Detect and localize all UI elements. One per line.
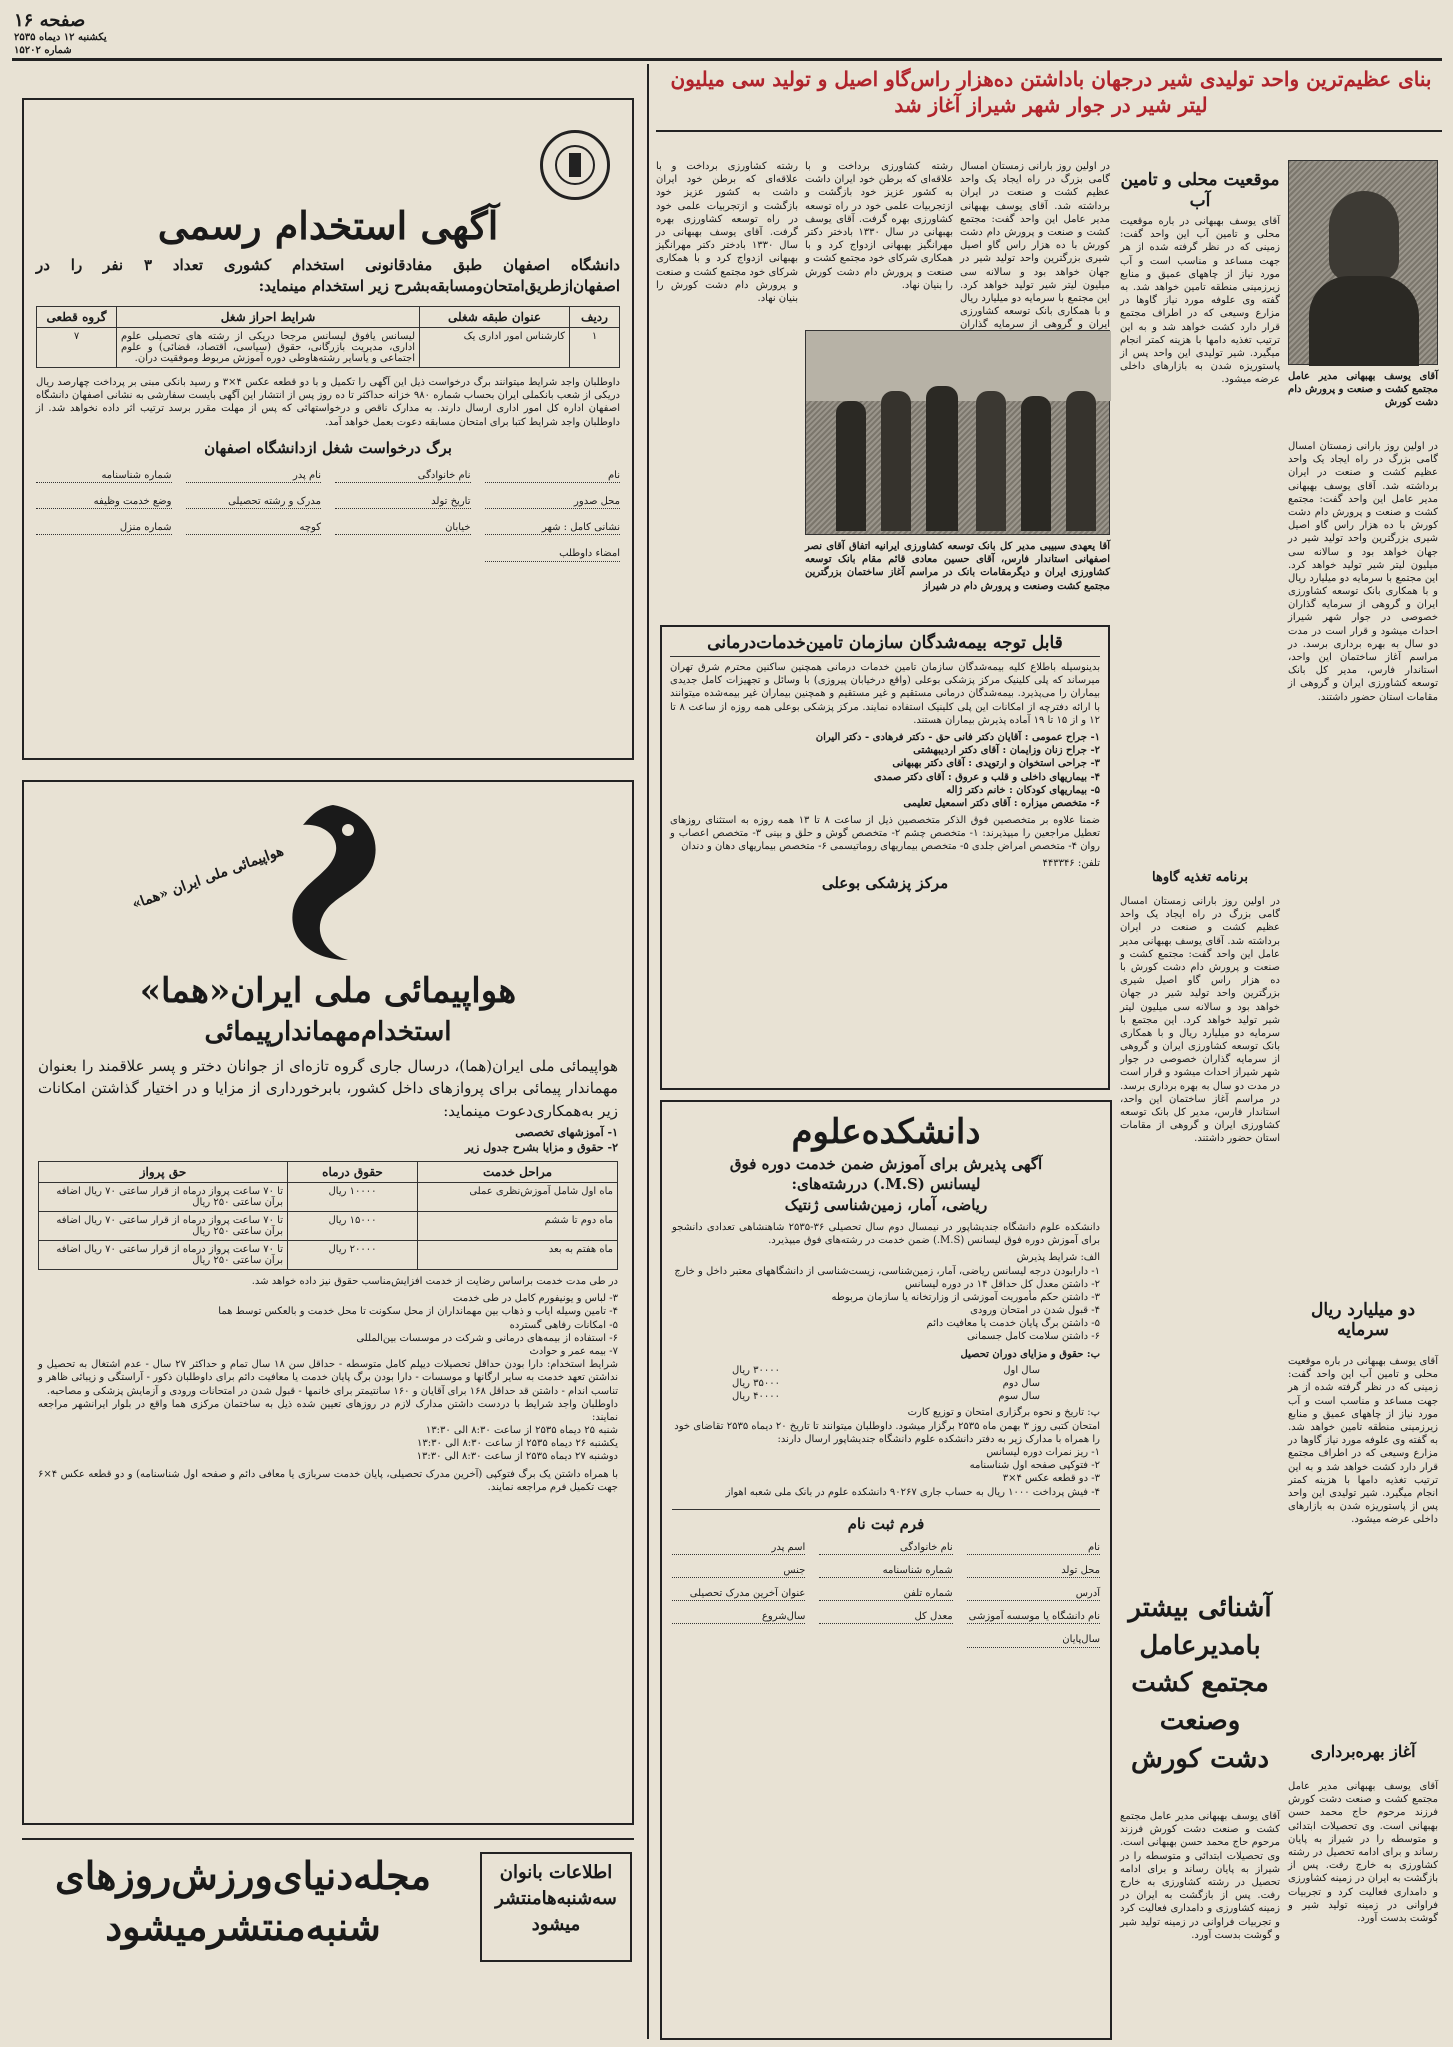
form-field[interactable]: خیابان [335, 521, 471, 535]
form-field[interactable]: سال‌شروع [672, 1610, 805, 1624]
science-body1: دانشکده علوم دانشگاه جندیشاپور در نیمسال دوم سال تحصیلی ۳۶-۲۵۳۵ شاهنشاهی تعدادی دانشجو برای آموزش دوره فوق لیسانس (M.S.) ضمن خدمت در رشته‌های فوق میپذیرد. [672, 1221, 1100, 1247]
banovan-line-3: میشود [531, 1914, 581, 1936]
science-form-title: فرم ثبت نام [672, 1509, 1100, 1533]
stipend-label: سال اول [1003, 1364, 1040, 1376]
insurance-body: بدینوسیله باطلاع کلیه بیمه‌شدگان سازمان تامین خدمات درمانی همچنین ساکنین محترم شرق تهران میرساند که پلی کلینیک مرکز پزشکی بوعلی (واقع درخیابان پیروزی) با وسائل و تجهیزات کامل جدیدی بیماران را می‌پذیرد. بیمه‌شدگان درمانی مستقیم و غیر مستقیم و همچنین بیماران غیر بیمه‌شده میتوانند با ارائه دفترچه از امکانات این پلی کلینیک استفاده نمایند. مرکز پزشکی بوعلی همه روزه از ساعت ۸ تا ۱۲ و از ۱۵ تا ۱۹ آماده پذیرش بیماران هستند. [670, 662, 1101, 726]
university-form [36, 469, 620, 562]
pay-cell: ماه دوم تا ششم [418, 1212, 618, 1241]
banovan-line-2: سه‌شنبه‌ها‌منتشر [495, 1888, 617, 1910]
stipend-amount: ۳۵۰۰۰ ریال [732, 1378, 780, 1389]
job-table-header: شرایط احراز شغل [117, 307, 420, 328]
group-photo [805, 330, 1110, 535]
job-row-group: ۷ [37, 328, 117, 368]
portrait-caption: آقای یوسف بهبهانی مدیر عامل مجتمع کشت و صنعت و پرورش دام دشت کورش [1288, 371, 1438, 409]
sport-line-1: مجله‌دنیای‌ورزش‌روزهای [55, 1853, 431, 1898]
university-emblem-icon [540, 130, 610, 200]
pay-table-row [39, 1241, 618, 1270]
feature-body: آقای یوسف بهبهانی مدیر عامل مجتمع کشت و صنعت دشت کورش فرزند مرحوم حاج محمد حسن بهبهانی است. وی تحصیلات ابتدائی و متوسطه را در شیراز به پایان رساند و برای ادامه تحصیل در رشته کشاورزی به خارج رفت. پس از بازگشت به ایران در زمینه کشاورزی و دامداری فعالیت کرد و تجربیات فراوانی در زمینه تولید شیر و گوشت بدست آورد. [1120, 1810, 1280, 2035]
form-field[interactable]: نام [967, 1541, 1100, 1555]
headline-rule [656, 130, 1442, 132]
job-table-header: عنوان طبقه شغلی [420, 307, 570, 328]
homa-title: هواپیمائی ملی ایران«هما» [139, 971, 517, 1011]
feature-titles [1120, 1590, 1280, 1778]
pay-table-header: حق پرواز [39, 1162, 288, 1183]
pay-table-row [39, 1183, 618, 1212]
headline-line-1: بنای عظیم‌ترین واحد تولیدی شیر درجهان باداشتن ده‌هزار راس‌گاو اصیل و تولید سی میلیون [670, 67, 1432, 91]
form-field[interactable]: سال‌پایان [967, 1633, 1100, 1647]
feature-title-1: آشنائی بیشتر [1128, 1593, 1272, 1623]
form-field[interactable]: مدرک و رشته تحصیلی [186, 495, 322, 509]
job-row-number: ۱ [570, 328, 620, 368]
homa-ad [22, 780, 634, 1825]
sport-magazine-ad [18, 1850, 468, 1953]
form-field[interactable]: شماره تلفن [819, 1587, 952, 1601]
science-stipend-title: ب: حقوق و مزایای دوران تحصیل [960, 1348, 1100, 1360]
form-field[interactable]: امضاء داوطلب [485, 547, 621, 561]
main-headline [656, 66, 1446, 118]
article-body-col5: رشته کشاورزی برداخت و با علاقه‌ای که برطن خود ایران داشت به کشور عزیز خود بازگشت و ازتجربیات علمی خود در راه توسعه کشاورزی بهره گرفت. آقای یوسف بهبهانی در سال ۱۳۳۰ بادختر دکتر مهرانگیز بهبهانی ازدواج کرد و با همکاری شرکای خود مجتمع کشت و صنعت و پرورش دام دشت کورش را بنیان نهاد. [656, 161, 798, 304]
homa-note: در طی مدت خدمت براساس رضایت از خدمت افزایش‌مناسب حقوق نیز داده خواهد شد. [251, 1276, 618, 1288]
bottom-rule [22, 1838, 634, 1840]
pay-cell: تا ۷۰ ساعت پرواز درماه از قرار ساعتی ۷۰ ریال اضافه برآن ساعتی ۲۵۰ ریال [39, 1241, 288, 1270]
insurance-title: قابل توجه بیمه‌شدگان سازمان تامین‌خدمات‌درمانی [670, 633, 1100, 657]
form-field[interactable]: معدل کل [819, 1610, 952, 1624]
homa-logo [38, 790, 618, 970]
science-body2: پ: تاریخ و نحوه برگزاری امتحان و توزیع کارت امتحان کتبی روز ۳ بهمن ماه ۲۵۳۵ برگزار میشود. داوطلبان میتوانند تا تاریخ ۲۰ دیماه ۲۵۳۵ تقاضای خود را همراه با مدارک زیر به دفتر دانشکده علوم دانشگاه جندیشاپور ارسال دارند: ۱- ریز نمرات دوره لیسانس ۲- فتوکپی صفحه اول شناسنامه ۳- دو قطعه عکس ۴×۳ ۴- فیش پرداخت ۱۰۰۰ ریال به حساب جاری ۹۰۲۶۷ دانشکده علوم در بانک ملی شعبه اهواز [674, 1407, 1100, 1498]
pay-table-header: حقوق درماه [288, 1162, 418, 1183]
science-subtitle-2: لیسانس (M.S.) دررشته‌های: [791, 1175, 981, 1194]
feature-title-4: وصنعت [1159, 1706, 1241, 1737]
science-subtitle [672, 1154, 1100, 1215]
pay-cell: تا ۷۰ ساعت پرواز درماه از قرار ساعتی ۷۰ ریال اضافه برآن ساعتی ۲۵۰ ریال [39, 1212, 288, 1241]
feature-title-3: مجتمع کشت [1131, 1668, 1269, 1699]
article-body-col2b: در اولین روز بارانی زمستان امسال گامی بزرگ در راه ایجاد یک واحد عظیم کشت و صنعت در ایران برداشته شد. آقای یوسف بهبهانی مدیر عامل این واحد گفت: مجتمع کشت و صنعت و پرورش دام دشت کورش با ده هزار راس گاو اصیل شیری بزرگترین واحد تولید شیر در جهان خواهد بود و سالانه سی میلیون لیتر شیر تولید خواهد کرد. این مجتمع با سرمایه دو میلیارد ریال و با همکاری بانک توسعه کشاورزی ایران و گروهی از سرمایه گذاران خصوصی در جوار شهر شیراز احداث میشود و قرار است در مدت دو سال به بهره برداری برسد. در مراسم آغاز ساختمان این واحد، استاندار فارس، مدیر کل بانک توسعه کشاورزی ایران و گروهی از مقامات استان حضور داشتند. [1120, 895, 1280, 1385]
homa-logo-text: هواپیمائی ملی ایران «هما» [130, 843, 286, 913]
university-ad-body: داوطلبان واجد شرایط میتوانند برگ درخواست ذیل این آگهی را تکمیل و با دو قطعه عکس ۴×۳ و رسید بانکی مبنی بر پرداخت چهارصد ریال دریکی از شعب بانکملی ایران بحساب شماره ۹۸۰ خزانه حداکثر تا ده روز پس از انتشار این آگهی بایست سفارشی به نشانی اصفهان دانشگاه اصفهان اداره کل امور اداری ارسال دارند. به مدارک ناقص و درخواستهائی که پس از مهلت مقرر برسد ترتیب اثر داده نخواهد شد. از داوطلبان واجد شرایط کتبا برای امتحان مسابقه دعوت بعمل خواهد آمد. [36, 377, 621, 428]
job-table-header: گروه قطعی [37, 307, 117, 328]
subhead-capital: دو میلیارد ریال سرمایه [1310, 1300, 1416, 1340]
stipend-amount: ۴۰۰۰۰ ریال [732, 1391, 780, 1403]
issue-date: یکشنبه ۱۲ دیماه ۲۵۳۵ [14, 32, 107, 43]
form-field[interactable]: عنوان آخرین مدرک تحصیلی [672, 1587, 805, 1601]
form-field[interactable]: نام پدر [186, 469, 322, 483]
article-body-col2: آقای یوسف بهبهانی در باره موقعیت محلی و تامین آب این واحد گفت: زمینی که در نظر گرفته شده از هر جهت مساعد و مناسب است و آب مورد نیاز از چاههای عمیق و منابع زیرزمینی منطقه تامین خواهد شد. به گفته وی علوفه مورد نیاز گاوها در مزارع وسیعی که در اطراف مجتمع قرار دارد کشت خواهد شد و به این ترتیب تغذیه دامها با هزینه کمتر انجام میگیرد. شیر تولیدی این واحد پس از پاستوریزه شدن به بازارهای داخلی عرضه میشود. [1120, 216, 1280, 386]
group-photo-caption: آقا یعهدی سبیبی مدیر کل بانک توسعه کشاورزی ایرانیه اتفاق آقای نصر اصفهانی استاندار فارس، آقای حسین معادی قائم مقام بانک توسعه کشاورزی ایران و دیگرمقامات بانک در مراسم آغاز ساختمان بزرگترین مجتمع کشت وصنعت و پرورش دام در شیراز [805, 541, 1110, 592]
subhead-operation: آغاز بهره‌برداری [1310, 1742, 1416, 1761]
form-field[interactable]: محل تولد [967, 1564, 1100, 1578]
form-field[interactable]: شماره شناسنامه [36, 469, 172, 483]
science-stipend-list [732, 1364, 1040, 1404]
stipend-amount: ۳۰۰۰۰ ریال [732, 1364, 780, 1376]
pay-cell: ماه هفتم به بعد [418, 1241, 618, 1270]
form-field[interactable]: نام [485, 469, 621, 483]
pay-table-row [39, 1212, 618, 1241]
form-field[interactable]: نام دانشگاه یا موسسه آموزشی [967, 1610, 1100, 1624]
insurance-specialists: ۱- جراح عمومی : آقایان دکتر فانی حق - دکتر فرهادی - دکتر الیران ۲- جراح زنان وزایمان : آقای دکتر اردیبهشتی ۳- جراحی استخوان و ارتوپدی : آقای دکتر بهبهانی ۴- بیماریهای داخلی و قلب و عروق : آقای دکتر صمدی ۵- بیماریهای کودکان : خانم دکتر ژاله ۶- متخصص میزاره : آقای دکتر اسمعیل تعلیمی [815, 731, 1100, 809]
university-job-table [36, 306, 620, 368]
banovan-ad [480, 1852, 632, 1962]
university-form-title: برگ درخواست شغل ازدانشگاه اصفهان [204, 438, 452, 457]
university-ad [22, 98, 634, 760]
form-field[interactable]: وضع خدمت وظیفه [36, 495, 172, 509]
form-field[interactable]: اسم پدر [672, 1541, 805, 1555]
pay-cell: ۲۰۰۰۰ ریال [288, 1241, 418, 1270]
form-field[interactable]: آدرس [967, 1587, 1100, 1601]
article-body-col4: رشته کشاورزی برداخت و با علاقه‌ای که برطن خود ایران داشت به کشور عزیز خود بازگشت و ازتجربیات علمی خود در راه توسعه کشاورزی بهره گرفت. آقای یوسف بهبهانی در سال ۱۳۳۰ بادختر دکتر مهرانگیز بهبهانی ازدواج کرد و با همکاری شرکای خود مجتمع کشت و صنعت و پرورش دام دشت کورش را بنیان نهاد. [805, 161, 953, 291]
pay-cell: ماه اول شامل آموزش‌نظری عملی [418, 1183, 618, 1212]
banovan-line-1: اطلاعات بانوان [499, 1862, 613, 1883]
subhead-feeding: برنامه تغذیه گاوها [1120, 870, 1280, 885]
headline-line-2: لیتر شیر در جوار شهر شیراز آغاز شد [894, 93, 1208, 117]
homa-benefits: ۱- آموزشهای تخصصی ۲- حقوق و مزایا بشرح جدول زیر [464, 1126, 618, 1154]
pay-cell: تا ۷۰ ساعت پرواز درماه از قرار ساعتی ۷۰ ریال اضافه برآن ساعتی ۲۵۰ ریال [39, 1183, 288, 1212]
issue-number: شماره ۱۵۲۰۲ [14, 45, 72, 57]
stipend-label: سال سوم [998, 1391, 1040, 1403]
pay-cell: ۱۵۰۰۰ ریال [288, 1212, 418, 1241]
article-body-col3: در اولین روز بارانی زمستان امسال گامی بزرگ در راه ایجاد یک واحد عظیم کشت و صنعت در ایران برداشته شد. آقای یوسف بهبهانی مدیر عامل این واحد گفت: مجتمع کشت و صنعت و پرورش دام دشت کورش با ده هزار راس گاو اصیل شیری بزرگترین واحد تولید شیر در جهان خواهد بود و سالانه سی میلیون لیتر شیر تولید خواهد کرد. این مجتمع با سرمایه دو میلیارد ریال و با همکاری بانک توسعه کشاورزی ایران و گروهی از سرمایه گذاران [960, 161, 1110, 331]
form-field[interactable]: نشانی کامل : شهر [485, 521, 621, 535]
form-field[interactable]: نام خانوادگی [819, 1541, 952, 1555]
form-field[interactable]: شماره شناسنامه [819, 1564, 952, 1578]
column-divider [647, 64, 649, 2039]
job-row-title: کارشناس امور اداری یک [420, 328, 570, 368]
form-field[interactable]: تاریخ تولد [335, 495, 471, 509]
article-body-right-2: آقای یوسف بهبهانی در باره موقعیت محلی و تامین آب این واحد گفت: زمینی که در نظر گرفته شده از هر جهت مساعد و مناسب است و آب مورد نیاز از چاههای عمیق و منابع زیرزمینی منطقه تامین خواهد شد. به گفته وی علوفه مورد نیاز گاوها در مزارع وسیعی که در اطراف مجتمع قرار دارد کشت خواهد شد و به این ترتیب تغذیه دامها با هزینه کمتر انجام میگیرد. شیر تولیدی این واحد پس از پاستوریزه شدن به بازارهای داخلی عرضه میشود. [1288, 1356, 1438, 1526]
masthead [14, 10, 154, 57]
page-label: صفحه ۱۶ [14, 10, 86, 31]
homa-subtitle: استخدام‌مهماندارپیمائی [204, 1016, 452, 1047]
university-ad-intro: دانشگاه اصفهان طبق مفادقانونی استخدام کشوری تعداد ۳ نفر را در اصفهان‌ازطریق‌امتحان‌ومسابقه‌بشرح زیر استخدام مینماید: [36, 255, 620, 296]
homa-intro: هواپیمائی ملی ایران(هما)، درسال جاری گروه تازه‌ای از جوانان دختر و پسر علاقمند را بعنوان مهماندار پیمائی برای پروازهای داخل کشور، بابرخورداری از مزایا و در اختیار گذاشتن امکانات زیر به‌همکاری‌دعوت مینماید: [38, 1056, 618, 1120]
insurance-extra: ضمنا علاوه بر متخصصین فوق الذکر متخصصین ذیل از ساعت ۸ تا ۱۳ همه روزه به استثنای روزهای تعطیل مراجعین را میپذیرند: ۱- متخصص چشم ۲- متخصص گوش و حلق و بینی ۳- متخصص اعصاب و روان ۴- متخصص امراض جلدی ۵- متخصص بیماریهای روماتیسمی ۶- متخصص بیماریهای دهان و دندان [670, 815, 1101, 853]
form-field[interactable]: کوچه [186, 521, 322, 535]
feature-title-5: دشت کورش [1130, 1743, 1270, 1774]
form-field[interactable]: محل صدور [485, 495, 621, 509]
masthead-rule [12, 58, 1442, 61]
homa-bird-icon [253, 795, 403, 965]
insurance-footer: مرکز پزشکی بوعلی [821, 873, 949, 892]
pay-table-header: مراحل خدمت [418, 1162, 618, 1183]
science-subtitle-1: آگهی پذیرش برای آموزش ضمن خدمت دوره فوق [729, 1155, 1043, 1174]
feature-title-2: بامدیرعامل [1139, 1630, 1261, 1661]
science-ad [660, 1100, 1112, 2040]
form-field[interactable]: جنس [672, 1564, 805, 1578]
job-table-header: ردیف [570, 307, 620, 328]
homa-pay-table [38, 1161, 618, 1270]
stipend-row [732, 1390, 1040, 1403]
insurance-ad [660, 625, 1110, 1090]
science-conditions: الف: شرایط پذیرش ۱- دارابودن درجه لیسانس ریاضی، آمار، زمین‌شناسی، زیست‌شناسی از دانشگاههای معتبر داخل و خارج ۲- داشتن معدل کل حداقل ۱۴ در دوره لیسانس ۳- داشتن حکم مأموریت آموزشی از وزارتخانه یا سازمان مربوطه ۴- قبول شدن در امتحان ورودی ۵- داشتن برگ پایان خدمت یا معافیت دائم ۶- داشتن سلامت کامل جسمانی [674, 1252, 1100, 1343]
homa-footer: با همراه داشتن یک برگ فتوکپی (آخرین مدرک تحصیلی، پایان خدمت سربازی یا معافی دائم و صفحه اول شناسنامه) و دو قطعه عکس ۴×۶ جهت تکمیل فرم مراجعه نمایند. [38, 1468, 618, 1493]
homa-body: ۳- لباس و یونیفورم کامل در طی خدمت ۴- تامین وسیله ایاب و ذهاب بین مهمانداران از محل سکونت تا محل خدمت و بالعکس توسط هما ۵- امکانات رفاهی گسترده ۶- استفاده از بیمه‌های درمانی و شرکت در موسسات بین‌المللی ۷- بیمه عمر و حوادث شرایط استخدام: دارا بودن حداقل تحصیلات دیپلم کامل متوسطه - حداقل سن ۱۸ سال تمام و حداکثر ۲۷ سال - عدم اشتغال به تحصیل و نداشتن تعهد خدمت به سایر ارگانها و موسسات - دارا بودن برگ پایان خدمت یا معافیت دائم برای داوطلبان ذکور - آراستگی و زیبائی ظاهر و تناسب اندام - داشتن قد حداقل ۱۶۸ برای آقایان و ۱۶۰ سانتیمتر برای خانمها - قبول شدن در امتحانات ورودی و آزمایش پزشکی و مصاحبه. داوطلبان واجد شرایط با دردست داشتن مدارک لازم در روزهای تعیین شده ذیل به ساختمان مرکزی هما واقع در بلوار ایرانشهر مراجعه نمایند: شنبه ۲۵ دیماه ۲۵۳۵ از ساعت ۸:۳۰ الی ۱۳:۳۰ یکشنبه ۲۶ دیماه ۲۵۳۵ از ساعت ۸:۳۰ الی ۱۳:۳۰ دوشنبه ۲۷ دیماه ۲۵۳۵ از ساعت ۸:۳۰ الی ۱۳:۳۰ [38, 1293, 618, 1463]
science-subjects: ریاضی، آمار، زمین‌شناسی ژنتیک [784, 1195, 988, 1214]
stipend-label: سال دوم [1002, 1378, 1040, 1389]
subhead-water: موقعیت محلی و تامین آب [1120, 170, 1280, 212]
portrait-photo [1288, 160, 1438, 365]
insurance-phone: تلفن: ۴۴۳۳۴۶ [1042, 857, 1100, 869]
university-ad-title: آگهی استخدام رسمی [157, 203, 499, 248]
science-form [672, 1541, 1100, 1648]
stipend-row [732, 1377, 1040, 1390]
stipend-row [732, 1364, 1040, 1377]
form-field[interactable]: نام خانوادگی [335, 469, 471, 483]
sport-line-2: شنبه‌منتشر‌میشود [105, 1904, 381, 1950]
science-title: دانشکده‌علوم [791, 1112, 981, 1152]
pay-cell: ۱۰۰۰۰ ریال [288, 1183, 418, 1212]
job-row-conditions: لیسانس یافوق لیسانس مرجحا دریکی از رشته های تحصیلی علوم اداری، مدیریت بازرگانی، حقوق (سیاسی، اقتصاد، قضائی) و علوم اجتماعی و یاسایر رشته‌هاوطی دوره آموزش مربوط وموفقیت دران. [117, 328, 420, 368]
article-body-right: در اولین روز بارانی زمستان امسال گامی بزرگ در راه ایجاد یک واحد عظیم کشت و صنعت در ایران برداشته شد. آقای یوسف بهبهانی مدیر عامل این واحد گفت: مجتمع کشت و صنعت و پرورش دام دشت کورش با ده هزار راس گاو اصیل شیری بزرگترین واحد تولید شیر در جهان خواهد بود و سالانه سی میلیون لیتر شیر تولید خواهد کرد. این مجتمع با سرمایه دو میلیارد ریال و با همکاری بانک توسعه کشاورزی ایران و گروهی از سرمایه گذاران خصوصی در جوار شهر شیراز احداث میشود و قرار است در مدت دو سال به بهره برداری برسد. در مراسم آغاز ساختمان این واحد، استاندار فارس، مدیر کل بانک توسعه کشاورزی ایران و گروهی از مقامات استان حضور داشتند. [1288, 441, 1438, 703]
article-body-right-3: آقای یوسف بهبهانی مدیر عامل مجتمع کشت و صنعت دشت کورش فرزند مرحوم حاج محمد حسن بهبهانی است. وی تحصیلات ابتدائی و متوسطه را در شیراز به پایان رساند و برای ادامه تحصیل در رشته کشاورزی به خارج رفت. پس از بازگشت به ایران در زمینه کشاورزی و دامداری فعالیت کرد و تجربیات فراوانی در زمینه تولید شیر و گوشت بدست آورد. [1288, 1781, 1438, 1924]
form-field[interactable]: شماره منزل [36, 521, 172, 535]
